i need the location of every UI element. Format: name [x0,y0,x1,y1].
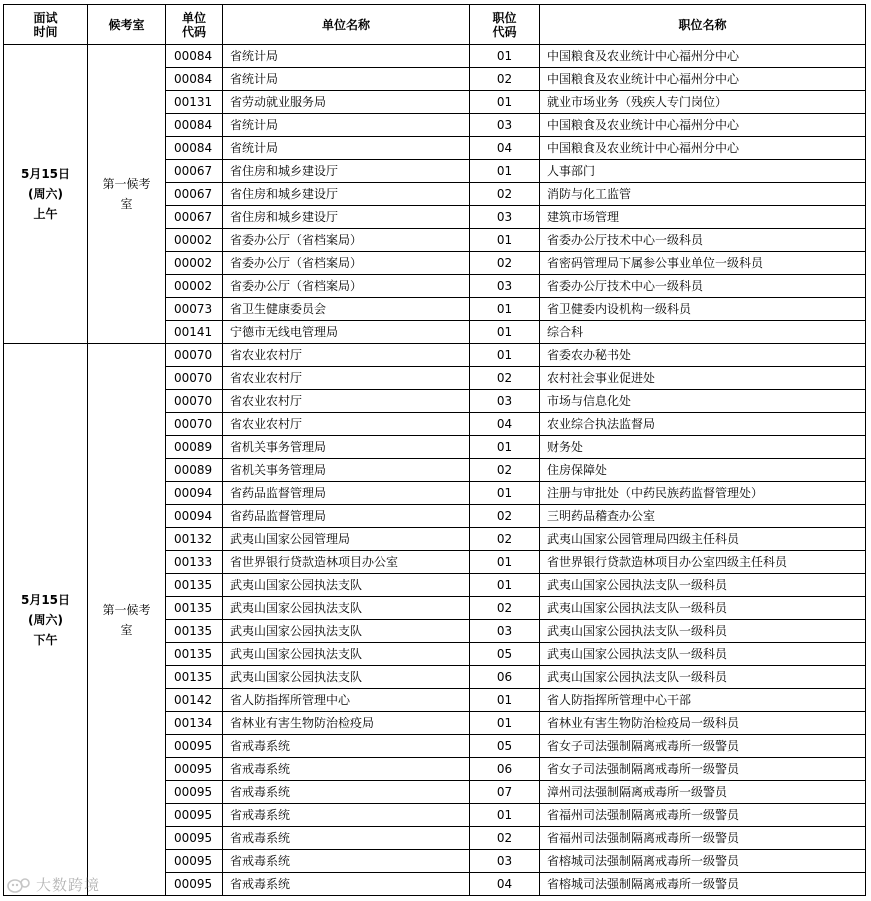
position-code-cell: 05 [470,735,540,758]
position-name-cell: 漳州司法强制隔离戒毒所一级警员 [540,781,866,804]
position-code-cell: 03 [470,620,540,643]
position-code-cell: 06 [470,666,540,689]
position-name-cell: 省榕城司法强制隔离戒毒所一级警员 [540,873,866,896]
position-name-cell: 注册与审批处（中药民族药监督管理处） [540,482,866,505]
unit-name-cell: 武夷山国家公园执法支队 [223,643,470,666]
position-name-cell: 省卫健委内设机构一级科员 [540,298,866,321]
unit-name-cell: 省人防指挥所管理中心 [223,689,470,712]
unit-code-cell: 00089 [166,459,223,482]
position-name-cell: 省世界银行贷款造林项目办公室四级主任科员 [540,551,866,574]
position-code-cell: 02 [470,68,540,91]
unit-name-cell: 省戒毒系统 [223,804,470,827]
unit-name-cell: 省住房和城乡建设厅 [223,160,470,183]
position-name-cell: 省人防指挥所管理中心干部 [540,689,866,712]
unit-code-cell: 00067 [166,183,223,206]
position-code-cell: 07 [470,781,540,804]
position-code-cell: 03 [470,206,540,229]
position-name-cell: 农业综合执法监督局 [540,413,866,436]
unit-name-cell: 省农业农村厅 [223,367,470,390]
unit-name-cell: 省统计局 [223,137,470,160]
table-body [4,45,866,896]
position-name-cell: 武夷山国家公园执法支队一级科员 [540,643,866,666]
table-row [4,344,866,367]
position-code-cell: 04 [470,137,540,160]
position-name-cell: 人事部门 [540,160,866,183]
unit-code-cell: 00135 [166,620,223,643]
unit-name-cell: 省戒毒系统 [223,781,470,804]
unit-name-cell: 武夷山国家公园执法支队 [223,620,470,643]
unit-name-cell: 省农业农村厅 [223,413,470,436]
unit-name-cell: 武夷山国家公园管理局 [223,528,470,551]
table-header [4,5,866,45]
position-name-cell: 省女子司法强制隔离戒毒所一级警员 [540,735,866,758]
unit-code-cell: 00002 [166,229,223,252]
position-code-cell: 02 [470,597,540,620]
unit-name-cell: 省药品监督管理局 [223,482,470,505]
position-code-cell: 05 [470,643,540,666]
logo-icon [6,875,32,895]
unit-name-cell: 省药品监督管理局 [223,505,470,528]
watermark [6,874,100,895]
header-time: 面试 时间 [4,5,88,45]
unit-code-cell: 00070 [166,344,223,367]
position-code-cell: 01 [470,91,540,114]
unit-code-cell: 00084 [166,45,223,68]
position-code-cell: 03 [470,850,540,873]
unit-code-cell: 00067 [166,160,223,183]
position-name-cell: 武夷山国家公园执法支队一级科员 [540,574,866,597]
position-code-cell: 01 [470,344,540,367]
position-code-cell: 03 [470,275,540,298]
position-code-cell: 02 [470,367,540,390]
position-name-cell: 住房保障处 [540,459,866,482]
position-name-cell: 省委办公厅技术中心一级科员 [540,229,866,252]
unit-code-cell: 00084 [166,137,223,160]
position-name-cell: 武夷山国家公园执法支队一级科员 [540,666,866,689]
position-name-cell: 建筑市场管理 [540,206,866,229]
unit-code-cell: 00095 [166,873,223,896]
unit-code-cell: 00067 [166,206,223,229]
unit-code-cell: 00095 [166,827,223,850]
unit-code-cell: 00095 [166,850,223,873]
unit-name-cell: 省戒毒系统 [223,735,470,758]
waiting-room: 第一候考 室 [88,45,166,344]
position-name-cell: 市场与信息化处 [540,390,866,413]
unit-code-cell: 00095 [166,781,223,804]
position-name-cell: 省密码管理局下属参公事业单位一级科员 [540,252,866,275]
interview-schedule-table [3,4,866,896]
position-name-cell: 综合科 [540,321,866,344]
position-code-cell: 02 [470,505,540,528]
unit-code-cell: 00135 [166,597,223,620]
position-code-cell: 01 [470,45,540,68]
position-name-cell: 省榕城司法强制隔离戒毒所一级警员 [540,850,866,873]
position-name-cell: 农村社会事业促进处 [540,367,866,390]
session-time: 5月15日 (周六) 上午 [4,45,88,344]
unit-name-cell: 省卫生健康委员会 [223,298,470,321]
unit-name-cell: 省委办公厅（省档案局） [223,275,470,298]
unit-name-cell: 省农业农村厅 [223,390,470,413]
table-row [4,45,866,68]
unit-name-cell: 省戒毒系统 [223,850,470,873]
unit-name-cell: 省委办公厅（省档案局） [223,252,470,275]
unit-name-cell: 省世界银行贷款造林项目办公室 [223,551,470,574]
unit-code-cell: 00141 [166,321,223,344]
unit-code-cell: 00095 [166,804,223,827]
position-name-cell: 中国粮食及农业统计中心福州分中心 [540,137,866,160]
position-code-cell: 02 [470,827,540,850]
watermark-text: 大数跨境 [36,876,101,894]
unit-code-cell: 00070 [166,413,223,436]
unit-code-cell: 00084 [166,114,223,137]
position-code-cell: 03 [470,114,540,137]
unit-name-cell: 省统计局 [223,68,470,91]
position-code-cell: 01 [470,229,540,252]
position-code-cell: 01 [470,160,540,183]
unit-code-cell: 00095 [166,758,223,781]
unit-code-cell: 00133 [166,551,223,574]
position-code-cell: 04 [470,873,540,896]
position-code-cell: 03 [470,390,540,413]
position-name-cell: 武夷山国家公园执法支队一级科员 [540,597,866,620]
position-name-cell: 武夷山国家公园管理局四级主任科员 [540,528,866,551]
unit-code-cell: 00135 [166,574,223,597]
position-code-cell: 02 [470,528,540,551]
position-code-cell: 01 [470,689,540,712]
position-name-cell: 三明药品稽查办公室 [540,505,866,528]
position-name-cell: 消防与化工监管 [540,183,866,206]
unit-code-cell: 00070 [166,390,223,413]
unit-name-cell: 武夷山国家公园执法支队 [223,574,470,597]
header-unit-name: 单位名称 [223,5,470,45]
header-position-code: 职位 代码 [470,5,540,45]
position-name-cell: 省林业有害生物防治检疫局一级科员 [540,712,866,735]
unit-code-cell: 00084 [166,68,223,91]
unit-name-cell: 省戒毒系统 [223,827,470,850]
unit-code-cell: 00089 [166,436,223,459]
unit-name-cell: 宁德市无线电管理局 [223,321,470,344]
unit-name-cell: 省统计局 [223,45,470,68]
session-time: 5月15日 (周六) 下午 [4,344,88,896]
position-code-cell: 02 [470,459,540,482]
position-name-cell: 省福州司法强制隔离戒毒所一级警员 [540,804,866,827]
position-name-cell: 中国粮食及农业统计中心福州分中心 [540,45,866,68]
unit-name-cell: 省住房和城乡建设厅 [223,206,470,229]
position-code-cell: 02 [470,252,540,275]
header-room: 候考室 [88,5,166,45]
unit-code-cell: 00095 [166,735,223,758]
unit-code-cell: 00134 [166,712,223,735]
position-code-cell: 01 [470,298,540,321]
unit-code-cell: 00135 [166,666,223,689]
position-code-cell: 01 [470,321,540,344]
header-position-name: 职位名称 [540,5,866,45]
waiting-room: 第一候考 室 [88,344,166,896]
position-name-cell: 中国粮食及农业统计中心福州分中心 [540,114,866,137]
position-name-cell: 财务处 [540,436,866,459]
position-name-cell: 就业市场业务（残疾人专门岗位） [540,91,866,114]
unit-code-cell: 00002 [166,275,223,298]
position-code-cell: 01 [470,551,540,574]
unit-name-cell: 省委办公厅（省档案局） [223,229,470,252]
unit-name-cell: 省林业有害生物防治检疫局 [223,712,470,735]
unit-code-cell: 00094 [166,482,223,505]
unit-code-cell: 00073 [166,298,223,321]
unit-code-cell: 00132 [166,528,223,551]
position-name-cell: 省委办公厅技术中心一级科员 [540,275,866,298]
position-code-cell: 01 [470,574,540,597]
unit-code-cell: 00135 [166,643,223,666]
unit-code-cell: 00002 [166,252,223,275]
position-code-cell: 01 [470,804,540,827]
position-name-cell: 省女子司法强制隔离戒毒所一级警员 [540,758,866,781]
position-code-cell: 01 [470,482,540,505]
unit-name-cell: 省住房和城乡建设厅 [223,183,470,206]
unit-name-cell: 省统计局 [223,114,470,137]
unit-name-cell: 省农业农村厅 [223,344,470,367]
unit-code-cell: 00131 [166,91,223,114]
unit-name-cell: 省戒毒系统 [223,758,470,781]
unit-code-cell: 00094 [166,505,223,528]
unit-name-cell: 省机关事务管理局 [223,459,470,482]
unit-name-cell: 武夷山国家公园执法支队 [223,666,470,689]
unit-name-cell: 武夷山国家公园执法支队 [223,597,470,620]
unit-name-cell: 省戒毒系统 [223,873,470,896]
position-code-cell: 04 [470,413,540,436]
unit-code-cell: 00142 [166,689,223,712]
position-name-cell: 省委农办秘书处 [540,344,866,367]
position-code-cell: 02 [470,183,540,206]
position-code-cell: 01 [470,436,540,459]
unit-name-cell: 省机关事务管理局 [223,436,470,459]
position-name-cell: 中国粮食及农业统计中心福州分中心 [540,68,866,91]
position-name-cell: 武夷山国家公园执法支队一级科员 [540,620,866,643]
header-unit-code: 单位 代码 [166,5,223,45]
position-code-cell: 06 [470,758,540,781]
unit-name-cell: 省劳动就业服务局 [223,91,470,114]
unit-code-cell: 00070 [166,367,223,390]
position-code-cell: 01 [470,712,540,735]
position-name-cell: 省福州司法强制隔离戒毒所一级警员 [540,827,866,850]
